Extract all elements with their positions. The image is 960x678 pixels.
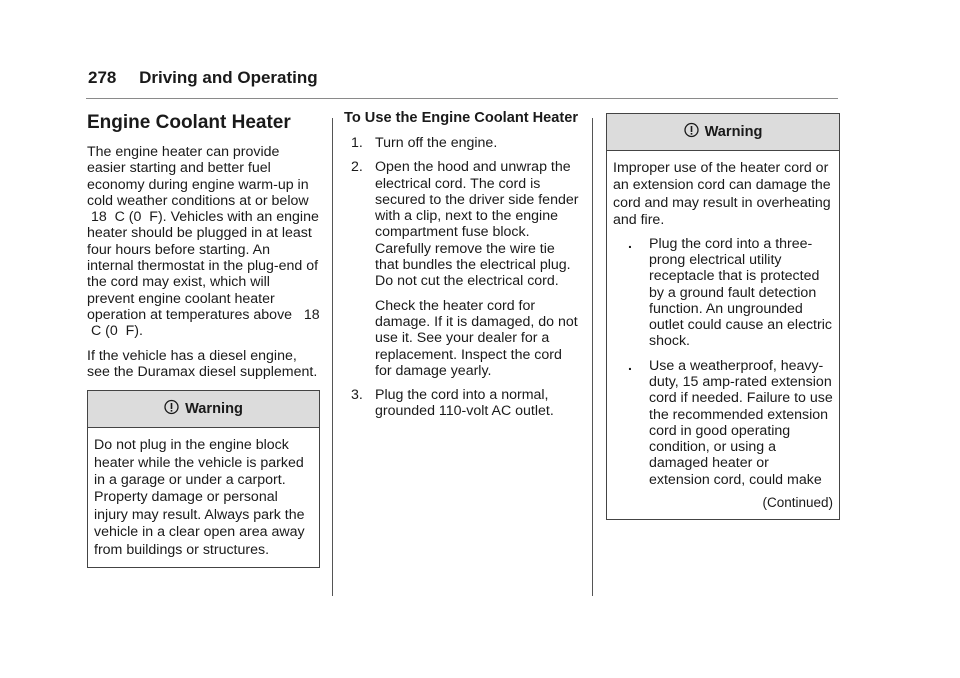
warning-box — [87, 390, 320, 568]
continued-label: (Continued) — [762, 495, 833, 511]
column-divider — [332, 118, 333, 596]
section-title: Driving and Operating — [139, 68, 318, 87]
list-item — [344, 135, 580, 151]
list-item — [613, 236, 833, 350]
warning-title: Warning — [185, 401, 243, 417]
warning-icon — [164, 399, 179, 419]
section-heading: Engine Coolant Heater — [87, 112, 291, 133]
header-divider — [86, 98, 838, 99]
intro-paragraph: The engine heater can provide easier starting and better fuel economy during engine warm-up in cold weather conditions at or below 18 C (0 F). Vehicles with an engine heater should be plugged in at least four hours before starting. An internal thermostat in the plug-end of the cord may exist, which will prevent engine coolant heater operation at temperatures above 18 C (0 F). — [87, 144, 320, 340]
step-text: Plug the cord into a normal, grounded 110-volt AC outlet. — [375, 387, 554, 420]
step-number: 3. — [351, 387, 363, 404]
page-number: 278 — [88, 68, 117, 87]
bullet-icon: . — [628, 357, 632, 374]
warning-header — [88, 391, 319, 428]
list-item — [344, 159, 580, 379]
steps-list — [344, 135, 580, 420]
warning-text: Do not plug in the engine block heater while the vehicle is parked in a garage or under a carport. Property damage or personal injury may result. Always park the vehicle in a clear open area away from buildings or structures. — [94, 437, 305, 558]
warning-content — [607, 151, 839, 519]
step-text: Turn off the engine. — [375, 135, 498, 151]
column-divider — [592, 118, 593, 596]
warning-intro: Improper use of the heater cord or an extension cord can damage the cord and may result in overheating and fire. — [613, 160, 831, 229]
bullet-text: Plug the cord into a three-prong electrical utility receptacle that is protected by a ground fault detection function. An ungrounded outlet could cause an electric shock. — [649, 235, 832, 350]
bullet-icon: . — [628, 235, 632, 252]
page-header — [88, 68, 318, 88]
list-item — [344, 387, 580, 420]
list-item — [613, 358, 833, 488]
bullet-list — [613, 236, 833, 488]
column-1 — [87, 110, 320, 568]
warning-box — [606, 113, 840, 520]
column-2 — [344, 110, 580, 428]
warning-icon — [684, 122, 699, 142]
step-number: 2. — [351, 159, 363, 176]
subsection-heading: To Use the Engine Coolant Heater — [344, 110, 579, 126]
step-text: Open the hood and unwrap the electrical cord. The cord is secured to the driver side fender with a clip, next to the engine compartment fuse block. Carefully remove the wire tie that bundles the electrical plug. Do not cut the electrical cord. — [375, 159, 579, 290]
diesel-paragraph: If the vehicle has a diesel engine, see the Duramax diesel supplement. — [87, 347, 318, 380]
step-extra-text: Check the heater cord for damage. If it is damaged, do not use it. See your dealer for a replacement. Inspect the cord for damage yearly. — [375, 297, 578, 379]
column-3 — [606, 113, 840, 520]
warning-header — [607, 114, 839, 151]
step-number: 1. — [351, 135, 363, 151]
bullet-text: Use a weatherproof, heavy-duty, 15 amp-rated extension cord if needed. Failure to use the recommended extension cord in good operating condition, or using a damaged heater or extension cord, could make — [649, 357, 833, 488]
warning-title: Warning — [704, 123, 763, 140]
